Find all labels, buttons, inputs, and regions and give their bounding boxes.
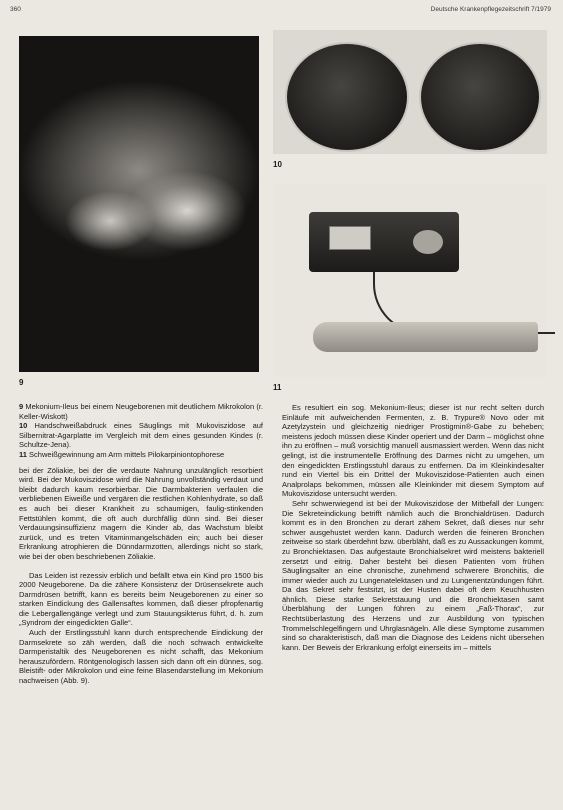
caption-11: 11 Schweißgewinnung am Arm mittels Pilokarpiniontophorese bbox=[19, 449, 225, 459]
running-title: Deutsche Krankenpflegezeitschrift 7/1979 bbox=[430, 6, 551, 13]
right-paragraph-1: Es resultiert ein sog. Mekonium-Ileus; dieser ist nur recht selten durch Einläufe mit aufweichenden Fermenten, z. B. Trypure® Novo oder mit Azetylzystein und gleichzeitig niedriger Prostigmin®-Gabe zu beheben; meistens jedoch müssen diese Kinder operiert und der Darm – möglichst ohne ihn zu eröffnen – muß vorsichtig manuell ausmassiert werden. Wenn das nicht gelingt, ist die instrumentelle Eröffnung des Darmes nicht zu umgehen, um den eingedickten Erstlingsstuhl daraus zu entfernen. Da im Kleinkindesalter rund ein Viertel bis ein Drittel der Mukoviszidose-Patienten auch einen Analprolaps bekommen, müssen alle Kleinkinder mit diesem Symptom auf Mukoviszidose untersucht werden. bbox=[282, 403, 544, 499]
right-column bbox=[282, 403, 544, 652]
caption-9: 9 Mekonium-Ileus bei einem Neugeborenen mit deutlichem Mikrokolon (r. Keller-Wiskott) bbox=[19, 402, 263, 421]
petri-dish-right bbox=[419, 42, 541, 152]
figure-11-iontophoresis bbox=[273, 184, 547, 392]
left-column bbox=[19, 402, 263, 686]
right-paragraph-2: Sehr schwerwiegend ist bei der Mukoviszidose der Mitbefall der Lungen: Die Sekreteindickung betrifft nämlich auch die Bronchialdrüsen. Dadurch kommt es in den Bronchen zu derart zähem Sekret, daß dieses nur sehr schwer ausgehustet werden kann. Dadurch werden die feineren Bronchen zeitweise so stark überdehnt bzw. überbläht, daß es zu Aussackungen kommt, zu Bronchiektasen. Das aufgestaute Bronchialsekret wird meistens bakteriell zersetzt und eitrig. Daher besteht bei diesen Patienten vom frühen Säuglingsalter an eine chronische, zunehmend schwerere Bronchitis, die immer wieder auch zu Lungenatelektasen und zu Lungenentzündungen führt. Da das Sekret sehr festsitzt, ist der Husten dabei oft dem Keuchhusten ähnlich. Diese starke Sekretstauung und die Bronchiektasen samt Überblähung der Lungen führen zu einem „Faß-Thorax“, zur Rechtsüberlastung des Herzens und zur Ausbildung von typischen Trommelschlegelfingern und Uhrglasnägeln. Alle diese Symptome zusammen sind so charakteristisch, daß man die Diagnose des Leidens nicht übersehen kann. Der Beweis der Erkrankung erfolgt einerseits im – mittels bbox=[282, 498, 544, 652]
caption-10: 10 Handschweißabdruck eines Säuglings mit Mukoviszidose auf Silbernitrat-Agarplatte im Vergleich mit dem eines gesunden Kindes (r. Schultze-Jena). bbox=[19, 421, 263, 450]
left-paragraph-1: bei der Zöliakie, bei der die verdaute Nahrung unzulänglich resorbiert wird. Bei der Mukoviszidose wird die Nahrung unvollständig verdaut und bleibt dadurch kaum resorbierbar. Die Darmbakterien verfaulen die verbliebenen Eiweiße und vergären die restlichen Kohlenhydrate, so daß es auch bei dieser Krankheit zu schaumigen, faulig-stinkenden Fettstühlen kommt, die oft auch durchfällig dünn sind. Bei dieser Verdauungsinsuffizienz magern die Kinder ab, das Wachstum bleibt zurück, und es treten Vitaminmangelschäden ein; auch bei dieser Erkrankung atrophieren die Dünndarmzotten, allerdings nicht so stark, wie bei der oben beschriebenen Zöliakie. bbox=[19, 465, 263, 561]
patient-arm bbox=[313, 322, 538, 352]
figure-10-number: 10 bbox=[273, 160, 282, 169]
figure-11-number: 11 bbox=[273, 383, 282, 392]
petri-dish-left bbox=[285, 42, 409, 152]
figure-10-petri-dishes bbox=[273, 30, 547, 169]
page-header bbox=[10, 6, 551, 18]
left-paragraph-3: Auch der Erstlingsstuhl kann durch entsprechende Eindickung der Darmsekrete so zäh werden, daß die noch schwach entwickelte Darmperistaltik des Neugeborenen es nicht schafft, das Mekonium herauszufördern. Röntgenologisch lassen sich dann oft ein dünnes, sog. Bleistift- oder Mikrokolon und eine feine Blasendarstellung im Mekonium nachweisen (Abb. 9). bbox=[19, 628, 263, 686]
left-paragraph-2: Das Leiden ist rezessiv erblich und befällt etwa ein Kind pro 1500 bis 2000 Neugeborene. Da die zähere Konsistenz der Drüsensekrete auch Darmdrüsen betrifft, kann es bereits beim Neugeborenen zu einer so starken Eindickung des Gallensaftes kommen, daß dieser pfropfenartig die Lebergallengänge verlegt und zum Stauungsikterus führt, d. h. zum „Syndrom der eingedickten Galle“. bbox=[19, 570, 263, 628]
page-number: 360 bbox=[10, 6, 21, 13]
iontophoresis-device bbox=[309, 212, 459, 272]
figure-captions bbox=[19, 402, 263, 460]
figure-9-xray bbox=[19, 36, 259, 387]
figure-9-number: 9 bbox=[19, 378, 24, 387]
